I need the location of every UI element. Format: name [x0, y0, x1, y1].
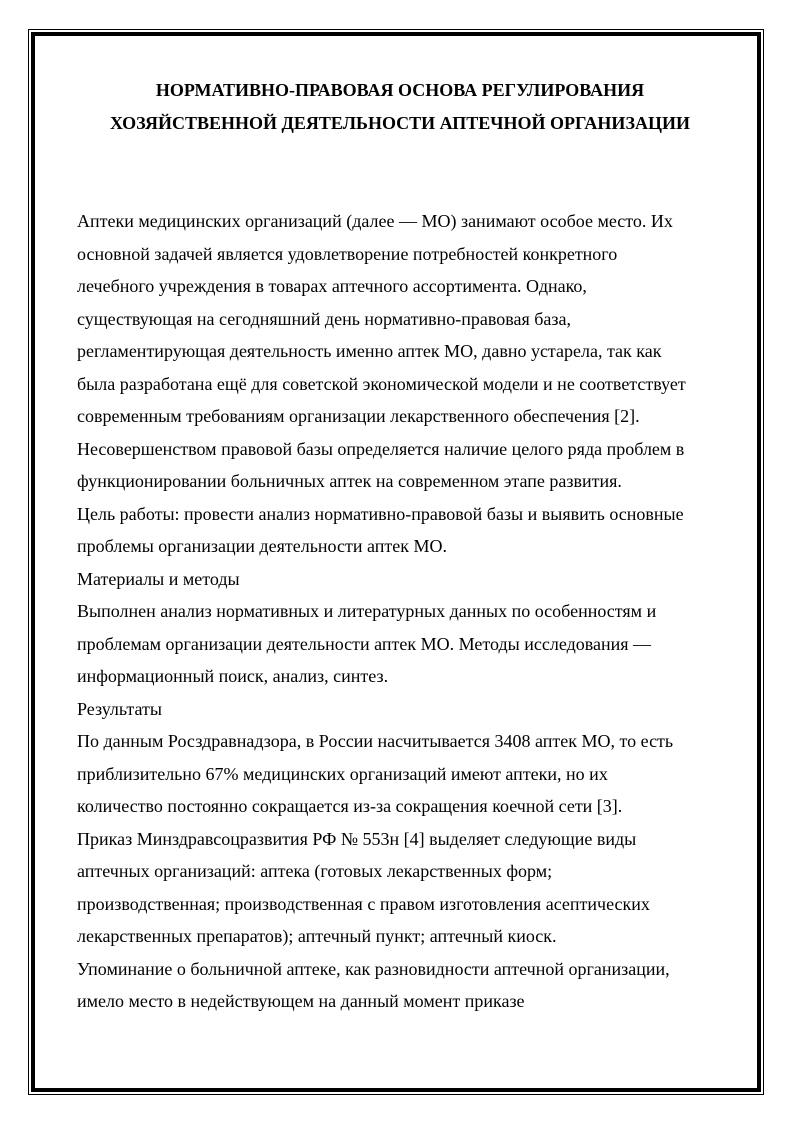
section-heading: Результаты: [77, 698, 162, 719]
body-line: приблизительно 67% медицинских организаций имеют аптеки, но их: [77, 763, 608, 784]
body-line: лечебного учреждения в товарах аптечного ассортимента. Однако,: [77, 276, 587, 296]
body-line: Аптеки медицинских организаций (далее — МО) занимают особое место. Их: [77, 211, 673, 231]
body-line: производственная; производственная с правом изготовления асептических: [77, 893, 650, 914]
body-line: была разработана ещё для советской экономической модели и не соответствует: [77, 373, 686, 394]
body-line: информационный поиск, анализ, синтез.: [77, 666, 389, 686]
body-line: современным требованиям организации лекарственного обеспечения [2].: [77, 406, 640, 426]
title-line: НОРМАТИВНО-ПРАВОВАЯ ОСНОВА РЕГУЛИРОВАНИЯ: [155, 80, 645, 100]
body-line: аптечных организаций: аптека (готовых лекарственных форм;: [77, 861, 553, 881]
section-heading: Материалы и методы: [77, 568, 240, 589]
body-line: Несовершенством правовой базы определяется наличие целого ряда проблем в: [77, 438, 685, 459]
body-line: количество постоянно сокращается из-за сокращения коечной сети [3].: [77, 796, 623, 816]
body-line: лекарственных препаратов); аптечный пункт; аптечный киоск.: [77, 926, 557, 946]
document-body: [77, 205, 737, 1018]
title-line: ХОЗЯЙСТВЕННОЙ ДЕЯТЕЛЬНОСТИ АПТЕЧНОЙ ОРГАНИЗАЦИИ: [110, 113, 690, 133]
body-line: Упоминание о больничной аптеке, как разновидности аптечной организации,: [77, 958, 670, 979]
body-line: Выполнен анализ нормативных и литературных данных по особенностям и: [77, 601, 657, 621]
body-line: проблемы организации деятельности аптек МО.: [77, 536, 447, 556]
body-line: регламентирующая деятельность именно аптек МО, давно устарела, так как: [77, 341, 662, 361]
body-line: По данным Росздравнадзора, в России насчитывается 3408 аптек МО, то есть: [77, 731, 674, 751]
body-line: имело место в недействующем на данный момент приказе: [77, 991, 525, 1011]
body-line: проблемам организации деятельности аптек МО. Методы исследования —: [77, 633, 652, 654]
body-line: основной задачей является удовлетворение потребностей конкретного: [77, 243, 618, 264]
body-line: Приказ Минздравсоцразвития РФ № 553н [4] выделяет следующие виды: [77, 828, 637, 849]
document-title: [60, 74, 740, 140]
body-line: существующая на сегодняшний день нормативно-правовая база,: [77, 308, 571, 329]
body-line: функционировании больничных аптек на современном этапе развития.: [77, 471, 622, 491]
body-line: Цель работы: провести анализ нормативно-правовой базы и выявить основные: [77, 503, 684, 524]
